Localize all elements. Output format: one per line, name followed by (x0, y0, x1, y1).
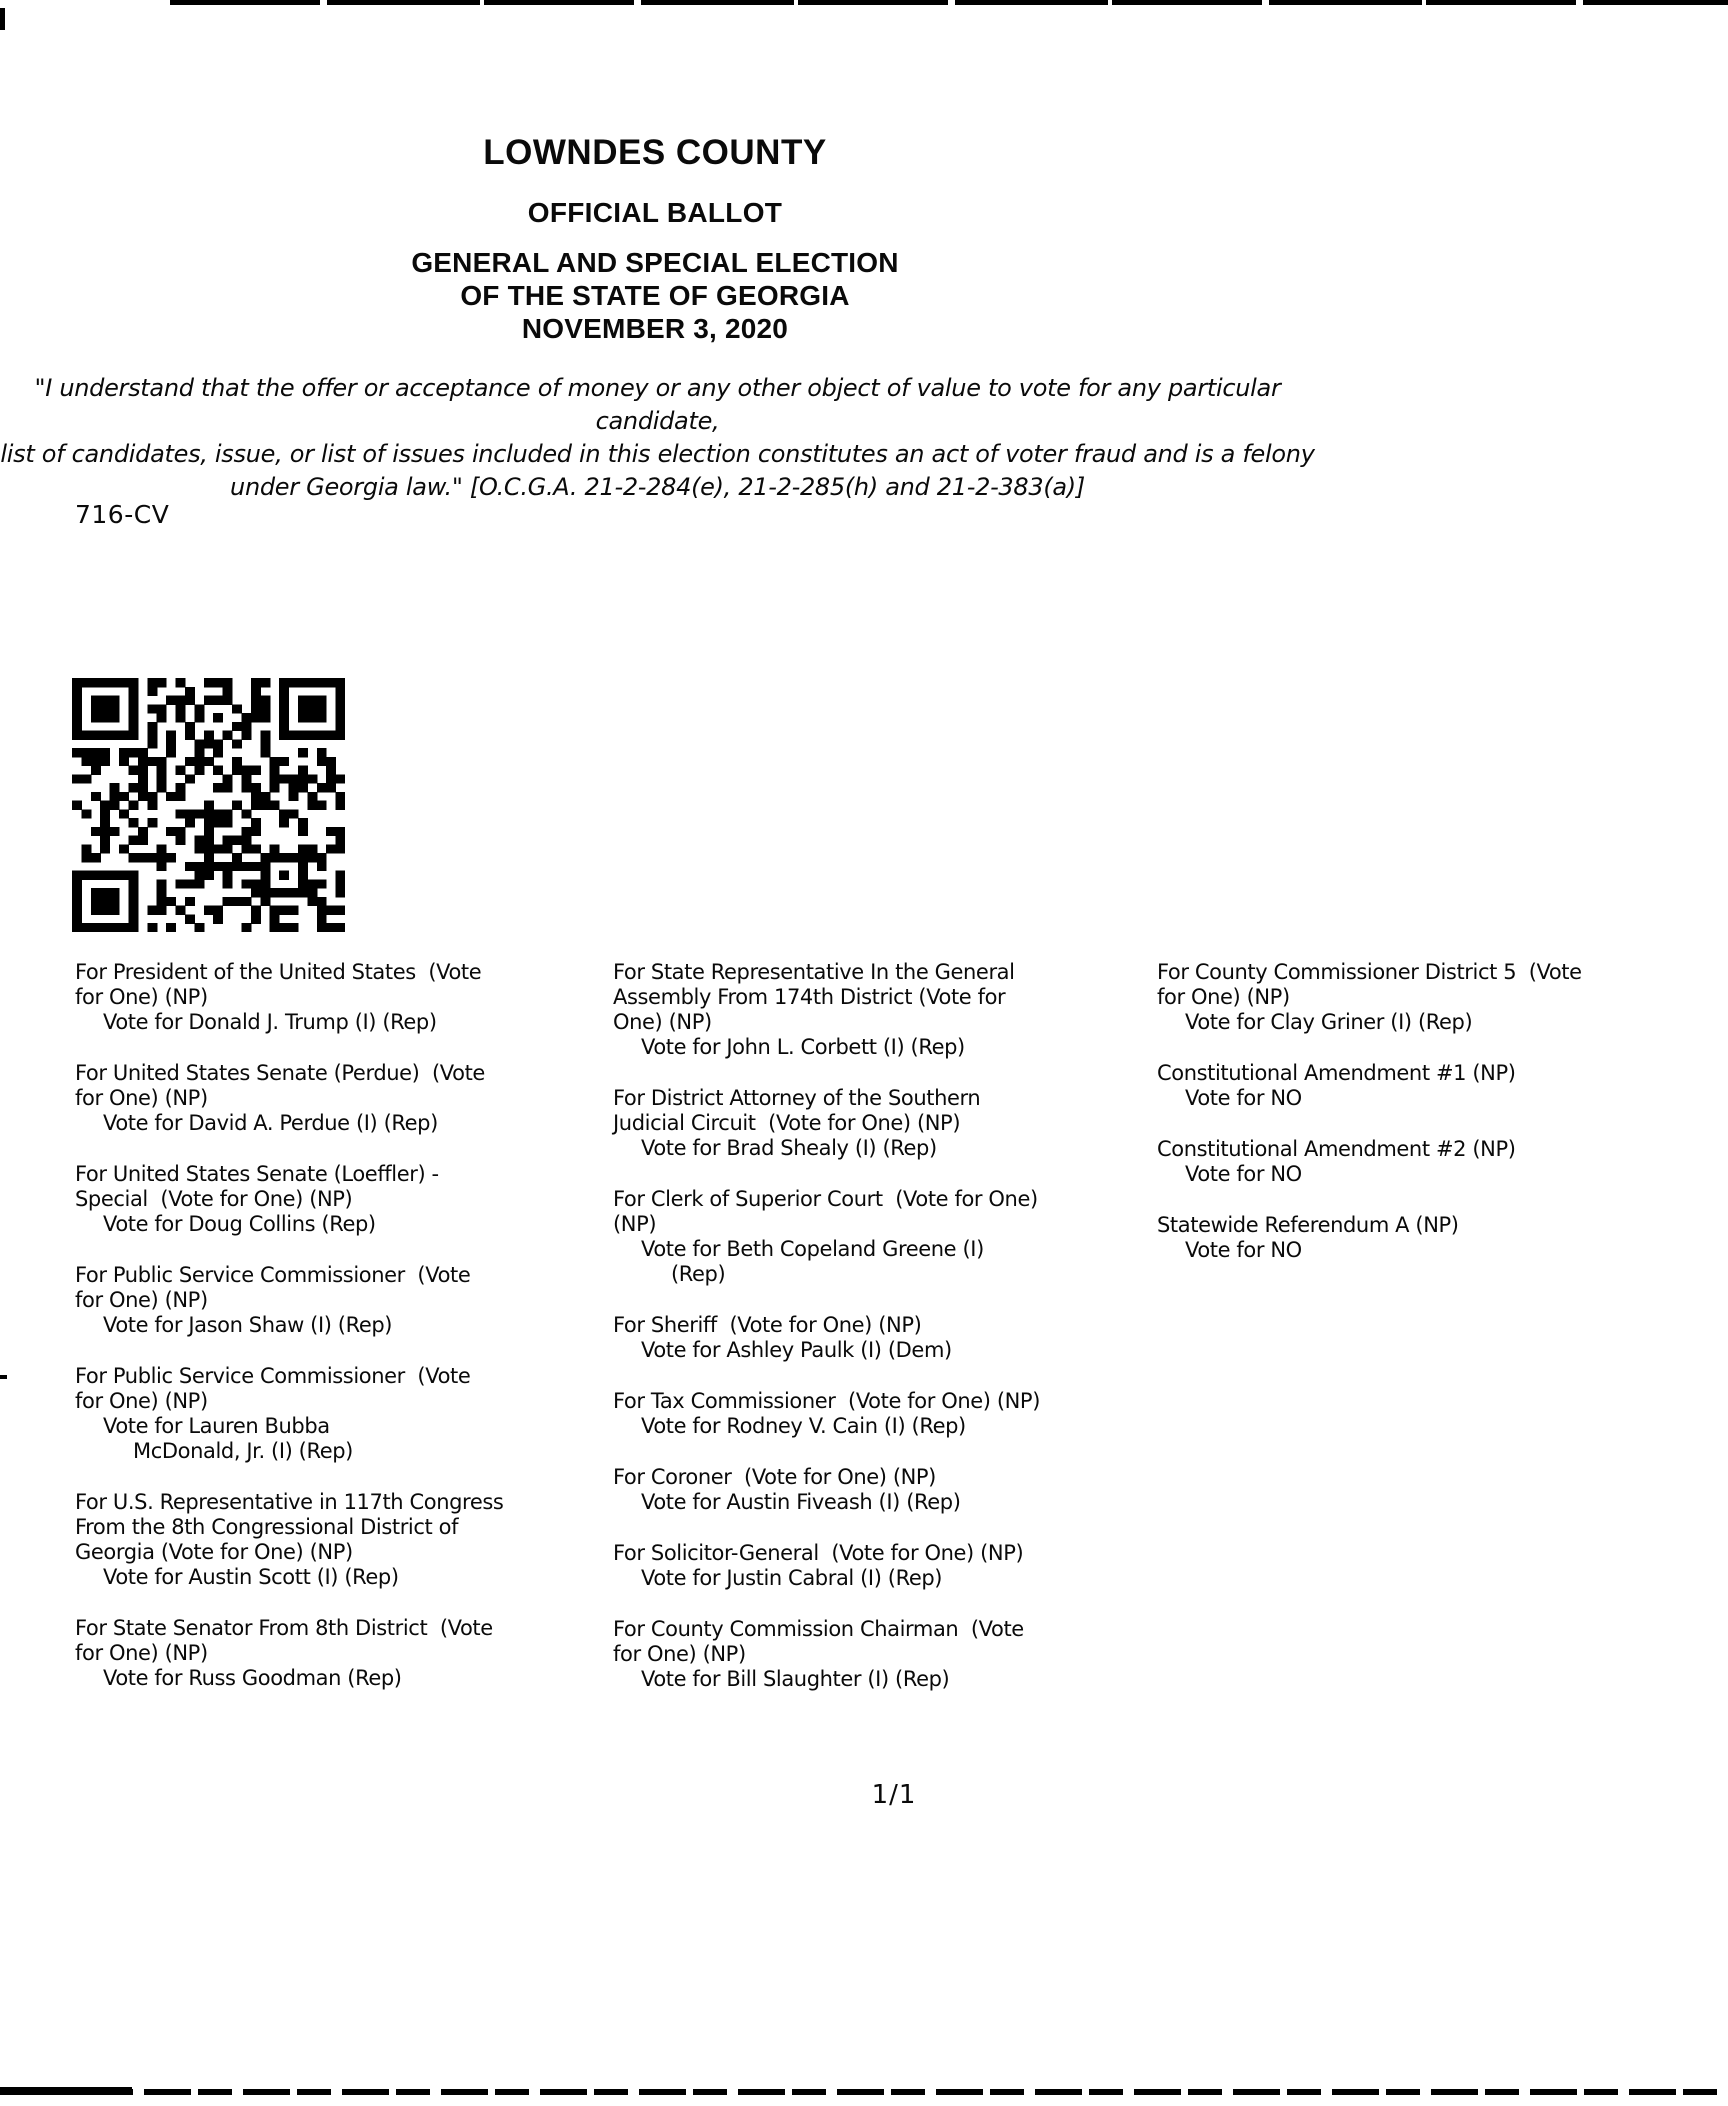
contest (75, 1061, 610, 1136)
contest-title-line: For Public Service Commissioner (Vote (75, 1364, 471, 1388)
election-title-line1: GENERAL AND SPECIAL ELECTION (411, 247, 899, 278)
voter-fraud-disclaimer (0, 372, 1315, 504)
vote-line: Vote for Clay Griner (I) (Rep) (1185, 1010, 1473, 1034)
vote-line: Vote for Bill Slaughter (I) (Rep) (641, 1667, 950, 1691)
contest-title-line: For Public Service Commissioner (Vote (75, 1263, 471, 1287)
contest-title-line: For State Senator From 8th District (Vote (75, 1616, 493, 1640)
contest-title-line: For United States Senate (Perdue) (Vote (75, 1061, 485, 1085)
contest-title-line: For Sheriff (Vote for One) (NP) (613, 1313, 922, 1337)
contest-title-line: For Coroner (Vote for One) (NP) (613, 1465, 936, 1489)
contest (1157, 1061, 1692, 1111)
vote-line: Vote for NO (1185, 1238, 1302, 1262)
ballot-column-3 (1157, 960, 1692, 1289)
vote-line: Vote for Justin Cabral (I) (Rep) (641, 1566, 943, 1590)
scan-bottom-edge-line (0, 2089, 1728, 2095)
contest (75, 960, 610, 1035)
contest (1157, 960, 1692, 1035)
contest (613, 1086, 1148, 1161)
vote-line: Vote for Ashley Paulk (I) (Dem) (641, 1338, 952, 1362)
contest (613, 1313, 1148, 1363)
contest (613, 1187, 1148, 1287)
contest (75, 1616, 610, 1691)
contest-title-line: (NP) (613, 1212, 657, 1236)
vote-line: Vote for Doug Collins (Rep) (103, 1212, 376, 1236)
contest-title-line: For President of the United States (Vote (75, 960, 482, 984)
vote-line: Vote for NO (1185, 1086, 1302, 1110)
contest-title-line: for One) (NP) (613, 1642, 746, 1666)
ballot-column-2 (613, 960, 1148, 1718)
contest (613, 1617, 1148, 1692)
contest (1157, 1213, 1692, 1263)
vote-line: Vote for Brad Shealy (I) (Rep) (641, 1136, 937, 1160)
contest-title-line: for One) (NP) (75, 985, 208, 1009)
disclaimer-line2: list of candidates, issue, or list of issues included in this election constitutes an act of voter fraud and is a felony (0, 440, 1315, 468)
ballot-column-1 (75, 960, 610, 1717)
vote-line: Vote for Beth Copeland Greene (I) (641, 1237, 984, 1261)
election-title-line3: NOVEMBER 3, 2020 (521, 313, 789, 344)
vote-line: Vote for Jason Shaw (I) (Rep) (103, 1313, 393, 1337)
contest-title-line: For District Attorney of the Southern (613, 1086, 981, 1110)
disclaimer-line3: under Georgia law." [O.C.G.A. 21-2-284(e), 21-2-285(h) and 21-2-383(a)] (230, 473, 1085, 501)
scan-top-left-tick (0, 8, 5, 30)
contest-title-line: Special (Vote for One) (NP) (75, 1187, 353, 1211)
contest-title-line: Assembly From 174th District (Vote for (613, 985, 1006, 1009)
election-title-line2: OF THE STATE OF GEORGIA (460, 280, 850, 311)
scan-left-tick (0, 1375, 7, 1379)
ballot-type-title: OFFICIAL BALLOT (527, 197, 783, 228)
disclaimer-line1: "I understand that the offer or acceptance of money or any other object of value to vote for any particular candidate, (34, 374, 1281, 435)
vote-line: Vote for Austin Scott (I) (Rep) (103, 1565, 399, 1589)
contest-title-line: For State Representative In the General (613, 960, 1015, 984)
qr-code-icon (72, 678, 345, 932)
contest (75, 1263, 610, 1338)
contest (613, 960, 1148, 1060)
contest-title-line: For Clerk of Superior Court (Vote for One) (613, 1187, 1038, 1211)
contest-title-line: for One) (NP) (75, 1288, 208, 1312)
contest-title-line: Judicial Circuit (Vote for One) (NP) (613, 1111, 961, 1135)
contest (75, 1490, 610, 1590)
contest-title-line: For County Commission Chairman (Vote (613, 1617, 1024, 1641)
vote-line: Vote for Lauren Bubba (103, 1414, 330, 1438)
contest-title-line: For U.S. Representative in 117th Congress (75, 1490, 504, 1514)
contest-title-line: for One) (NP) (75, 1389, 208, 1413)
contest-title-line: For United States Senate (Loeffler) - (75, 1162, 439, 1186)
contest-title-line: For Tax Commissioner (Vote for One) (NP) (613, 1389, 1040, 1413)
contest-title-line: For Solicitor-General (Vote for One) (NP) (613, 1541, 1024, 1565)
contest-title-line: From the 8th Congressional District of (75, 1515, 459, 1539)
scan-top-edge-line (170, 0, 1728, 5)
county-title: LOWNDES COUNTY (483, 133, 827, 172)
contest (1157, 1137, 1692, 1187)
contest-title-line: for One) (NP) (75, 1086, 208, 1110)
vote-line: Vote for NO (1185, 1162, 1302, 1186)
contest (75, 1162, 610, 1237)
contest-title-line: One) (NP) (613, 1010, 712, 1034)
contest-title-line: Constitutional Amendment #1 (NP) (1157, 1061, 1516, 1085)
vote-line: Vote for John L. Corbett (I) (Rep) (641, 1035, 965, 1059)
contest-title-line: Statewide Referendum A (NP) (1157, 1213, 1459, 1237)
contest-title-line: for One) (NP) (1157, 985, 1290, 1009)
scan-bottom-left-mark (0, 2087, 132, 2095)
vote-line: (Rep) (671, 1262, 726, 1286)
ballot-style-code: 716-CV (75, 500, 170, 529)
contest (75, 1364, 610, 1464)
contest-title-line: for One) (NP) (75, 1641, 208, 1665)
vote-line: McDonald, Jr. (I) (Rep) (133, 1439, 353, 1463)
election-title (0, 246, 1310, 345)
contest (613, 1465, 1148, 1515)
vote-line: Vote for Austin Fiveash (I) (Rep) (641, 1490, 961, 1514)
contest-title-line: For County Commissioner District 5 (Vote (1157, 960, 1582, 984)
contest (613, 1389, 1148, 1439)
contest-title-line: Constitutional Amendment #2 (NP) (1157, 1137, 1516, 1161)
vote-line: Vote for Russ Goodman (Rep) (103, 1666, 402, 1690)
vote-line: Vote for Rodney V. Cain (I) (Rep) (641, 1414, 966, 1438)
vote-line: Vote for David A. Perdue (I) (Rep) (103, 1111, 438, 1135)
vote-line: Vote for Donald J. Trump (I) (Rep) (103, 1010, 437, 1034)
contest-title-line: Georgia (Vote for One) (NP) (75, 1540, 353, 1564)
qr-code-svg (72, 678, 345, 932)
page-number: 1/1 (871, 1780, 917, 1810)
contest (613, 1541, 1148, 1591)
